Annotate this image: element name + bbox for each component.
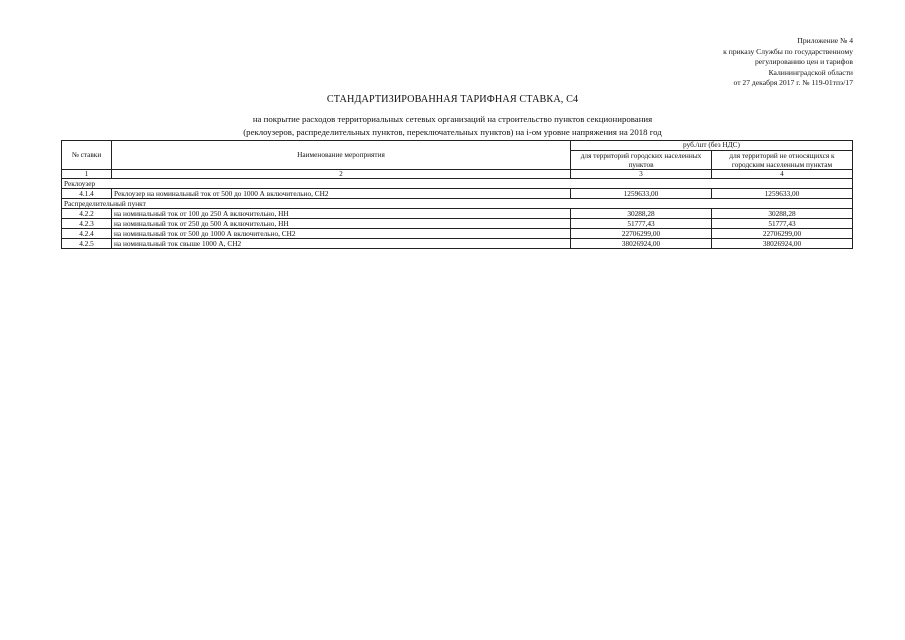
rate-code: 4.2.4 [62,229,112,239]
rate-code: 4.1.4 [62,189,112,199]
table-row [62,189,853,199]
header-unit: руб./шт (без НДС) [571,141,853,151]
subtitle-line: (реклоузеров, распределительных пунктов, переключательных пунктов) на i-ом уровне напряжения на 2018 год [243,126,662,137]
rate-code: 4.2.3 [62,219,112,229]
rural-value: 1259633,00 [712,189,853,199]
section-title: Распределительный пункт [62,199,853,209]
column-number: 1 [62,170,112,179]
table-row [62,229,853,239]
rate-code: 4.2.5 [62,239,112,249]
section-row [62,199,853,209]
urban-value: 30288,28 [571,209,712,219]
rural-value: 38026924,00 [712,239,853,249]
annex-line: от 27 декабря 2017 г. № 119-01тпэ/17 [733,78,853,88]
annex-header [723,36,853,89]
activity-name: на номинальный ток от 250 до 500 А включительно, НН [112,219,571,229]
rural-value: 22706299,00 [712,229,853,239]
rates-table [61,140,853,249]
rural-value: 51777,43 [712,219,853,229]
document-subtitle [0,113,905,138]
column-number-row [62,170,853,179]
urban-value: 1259633,00 [571,189,712,199]
header-rural: для территорий не относящихся к городским населенным пунктам [712,151,853,170]
activity-name: Реклоузер на номинальный ток от 500 до 1000 А включительно, СН2 [112,189,571,199]
header-activity-name: Наименование мероприятия [112,141,571,170]
header-rate-number: № ставки [62,141,112,170]
urban-value: 51777,43 [571,219,712,229]
document-title: СТАНДАРТИЗИРОВАННАЯ ТАРИФНАЯ СТАВКА, С4 [326,94,579,105]
column-number: 3 [571,170,712,179]
table-row [62,239,853,249]
subtitle-line: на покрытие расходов территориальных сетевых организаций на строительство пунктов секционирования [252,114,653,124]
annex-line: регулированию цен и тарифов [754,57,853,67]
urban-value: 22706299,00 [571,229,712,239]
column-number: 4 [712,170,853,179]
header-row [62,141,853,151]
urban-value: 38026924,00 [571,239,712,249]
section-row [62,179,853,189]
activity-name: на номинальный ток от 500 до 1000 А включительно, СН2 [112,229,571,239]
activity-name: на номинальный ток свыше 1000 А, СН2 [112,239,571,249]
column-number: 2 [112,170,571,179]
rate-code: 4.2.2 [62,209,112,219]
table-row [62,209,853,219]
annex-line: Приложение № 4 [797,36,853,45]
rural-value: 30288,28 [712,209,853,219]
header-urban: для территорий городских населенных пунктов [571,151,712,170]
activity-name: на номинальный ток от 100 до 250 А включительно, НН [112,209,571,219]
section-title: Реклоузер [62,179,853,189]
table-row [62,219,853,229]
annex-line: к приказу Службы по государственному [723,46,853,56]
annex-line: Калининградской области [768,67,853,77]
